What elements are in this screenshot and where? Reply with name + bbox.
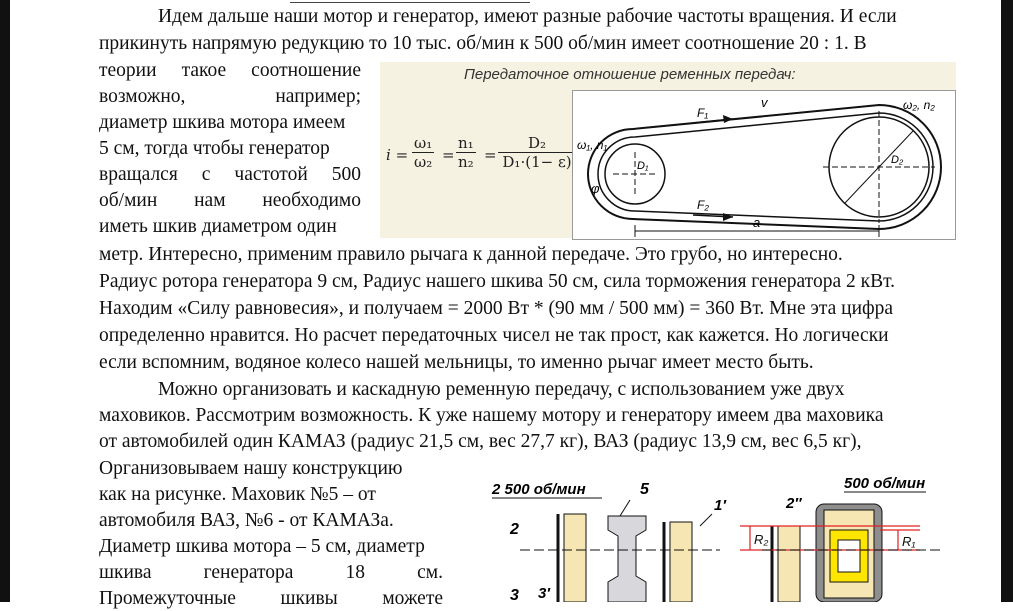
label-a: a	[753, 215, 761, 230]
label-1-prime: 1′	[714, 497, 726, 514]
label-f2: F₂	[697, 198, 709, 212]
label-w2n2: ω₂, n₂	[903, 98, 935, 112]
label-2: 2	[510, 521, 519, 538]
document-page	[10, 0, 1001, 609]
generator-core	[838, 540, 860, 572]
text-line: теории такое соотношение	[99, 60, 361, 81]
formula-lhs: i =	[386, 146, 409, 164]
belt-ratio-figure	[380, 62, 956, 238]
viewer-right-border	[1001, 0, 1013, 602]
n1: n₁	[458, 134, 474, 152]
text-line: возможно, например;	[99, 86, 361, 107]
ratio-formula	[386, 124, 576, 194]
text-line: вращался с частотой 500	[99, 164, 361, 185]
label-phi: φ	[591, 181, 600, 196]
n2: n₂	[458, 153, 474, 171]
belt-drive-diagram	[572, 90, 956, 240]
text-line: Находим «Силу равновесия», и получаем = 2000 Вт * (90 мм / 500 мм) = 360 Вт. Мне эта цифра	[99, 298, 894, 319]
label-3-prime: 3′	[538, 585, 550, 602]
label-2-double-prime: 2″	[786, 495, 802, 512]
figure-title: Передаточное отношение ременных передач:	[464, 66, 796, 83]
text-line: автомобиля ВАЗ, №6 - от КАМАЗа.	[99, 510, 394, 531]
label-d1: D₁	[637, 160, 649, 172]
omega1: ω₁	[414, 134, 433, 152]
label-d2: D₂	[891, 154, 904, 166]
flywheel-5	[608, 516, 646, 602]
label-f1: F₁	[697, 106, 709, 120]
d1-eps: D₁·(1− ε)	[502, 153, 572, 171]
label-3: 3	[510, 587, 519, 602]
pulley-2	[564, 514, 586, 602]
omega2: ω₂	[414, 153, 433, 171]
text-line: от автомобилей один КАМАЗ (радиус 21,5 см, вес 27,7 кг), ВАЗ (радиус 13,9 см, вес 6,5 кг),	[99, 431, 862, 452]
text-line: Промежуточные шкивы можете	[99, 588, 443, 609]
text-line: как на рисунке. Маховик №5 – от	[99, 484, 376, 505]
text-line: прикинуть напрямую редукцию то 10 тыс. об/мин к 500 об/мин имеет соотношение 20 : 1. В	[99, 33, 867, 54]
label-r1: R₁	[902, 534, 916, 549]
text-line: Можно организовать и каскадную ременную передачу, с использованием уже двух	[158, 379, 845, 400]
pulley-2-double-prime	[778, 526, 800, 602]
cascade-drive-figure	[480, 466, 980, 602]
pulley-1-prime	[670, 522, 692, 602]
d2: D₂	[498, 134, 576, 153]
fraction-d	[498, 134, 576, 171]
text-line: Радиус ротора генератора 9 см, Радиус нашего шкива 50 см, сила торможения генератора 2 кВт.	[99, 271, 896, 292]
text-line: если вспомним, водяное колесо нашей мельницы, то именно рычаг имеет место быть.	[99, 352, 814, 373]
leader-1p	[700, 514, 712, 526]
belt-drive-svg	[573, 91, 955, 239]
leader-5	[620, 500, 630, 516]
label-w1n1: ω₁, n₁	[577, 138, 608, 152]
text-line: маховиков. Рассмотрим возможность. К уже нашему мотору и генератору имеем два маховика	[99, 405, 884, 426]
text-line: шкива генератора 18 см.	[99, 562, 443, 583]
text-line: Организовываем нашу конструкцию	[99, 458, 403, 479]
text-line: диаметр шкива мотора имеем	[99, 112, 346, 133]
equals-1: =	[442, 146, 455, 164]
text-line: определенно нравится. Но расчет передаточных чисел не так прост, как кажется. Но логически	[99, 325, 889, 346]
text-line: метр. Интересно, применим правило рычага к данной передаче. Это грубо, но интересно.	[99, 244, 843, 265]
f1-arrowhead	[723, 115, 733, 123]
fraction-n	[456, 134, 476, 171]
equals-2: =	[484, 146, 497, 164]
text-line: 5 см, тогда чтобы генератор	[99, 138, 330, 159]
text-line: иметь шкив диаметром один	[99, 216, 337, 237]
viewer-left-border	[0, 0, 10, 602]
text-line: Диаметр шкива мотора – 5 см, диаметр	[99, 536, 425, 557]
label-speed-left: 2 500 об/мин	[492, 481, 586, 498]
text-line: Идем дальше наши мотор и генератор, имеют разные рабочие частоты вращения. И если	[158, 6, 897, 27]
label-r2: R₂	[754, 532, 769, 547]
label-v: v	[761, 95, 768, 110]
cut-off-top-line	[290, 0, 530, 3]
text-line: об/мин нам необходимо	[99, 190, 361, 211]
label-5: 5	[640, 481, 649, 498]
fraction-omega	[412, 134, 434, 171]
label-speed-right: 500 об/мин	[844, 475, 926, 492]
